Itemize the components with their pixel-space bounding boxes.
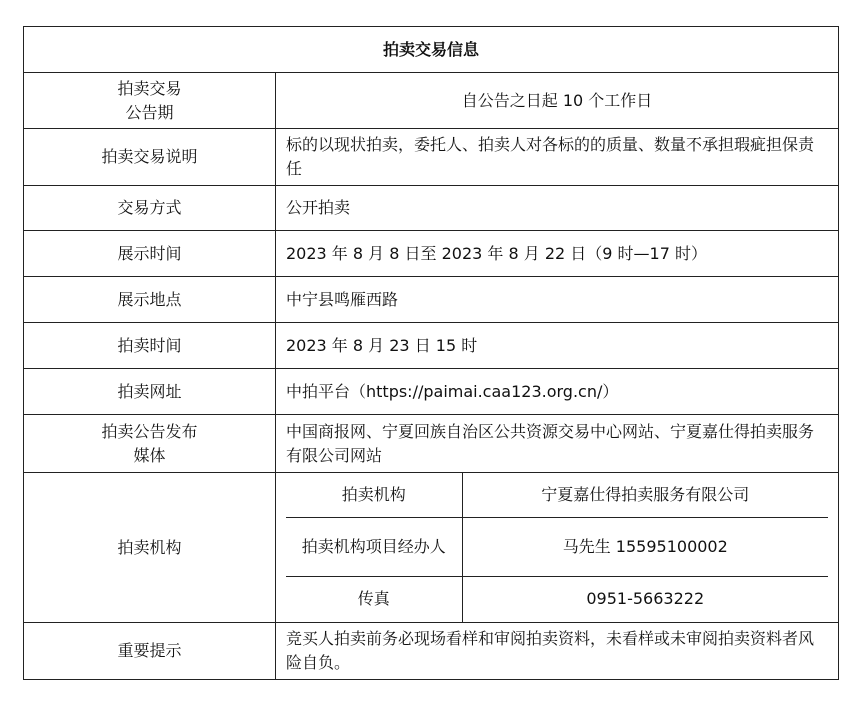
agency-fax-value: 0951-5663222 [462, 576, 828, 622]
media-label [24, 415, 276, 473]
method-value: 公开拍卖 [276, 186, 839, 231]
label-line: 公告期 [125, 102, 174, 122]
auction-info-table [23, 26, 839, 680]
table-title: 拍卖交易信息 [24, 27, 839, 73]
description-label: 拍卖交易说明 [24, 129, 276, 186]
method-label: 交易方式 [24, 186, 276, 231]
display-location-value: 中宁县鸣雁西路 [276, 277, 839, 323]
notice-label: 重要提示 [24, 623, 276, 680]
agency-contact-value: 马先生 15595100002 [462, 517, 828, 576]
display-time-label: 展示时间 [24, 231, 276, 277]
auction-url-value: 中拍平台（https://paimai.caa123.org.cn/） [276, 369, 839, 415]
media-value: 中国商报网、宁夏回族自治区公共资源交易中心网站、宁夏嘉仕得拍卖服务有限公司网站 [276, 415, 839, 473]
auction-time-label: 拍卖时间 [24, 323, 276, 369]
label-line: 拍卖交易 [117, 78, 182, 98]
announcement-period-value: 自公告之日起 10 个工作日 [276, 73, 839, 129]
display-time-value: 2023 年 8 月 8 日至 2023 年 8 月 22 日（9 时—17 时） [276, 231, 839, 277]
label-line: 媒体 [133, 445, 166, 465]
agency-subtable [286, 473, 828, 622]
agency-label: 拍卖机构 [24, 473, 276, 623]
agency-name-label: 拍卖机构 [286, 473, 462, 517]
description-value: 标的以现状拍卖，委托人、拍卖人对各标的的质量、数量不承担瑕疵担保责任 [276, 129, 839, 186]
agency-details [276, 473, 839, 623]
agency-name-value: 宁夏嘉仕得拍卖服务有限公司 [462, 473, 828, 517]
label-line: 拍卖公告发布 [101, 421, 198, 441]
agency-contact-label: 拍卖机构项目经办人 [286, 517, 462, 576]
announcement-period-label [24, 73, 276, 129]
notice-value: 竞买人拍卖前务必现场看样和审阅拍卖资料，未看样或未审阅拍卖资料者风险自负。 [276, 623, 839, 680]
agency-fax-label: 传真 [286, 576, 462, 622]
display-location-label: 展示地点 [24, 277, 276, 323]
auction-url-label: 拍卖网址 [24, 369, 276, 415]
auction-time-value: 2023 年 8 月 23 日 15 时 [276, 323, 839, 369]
